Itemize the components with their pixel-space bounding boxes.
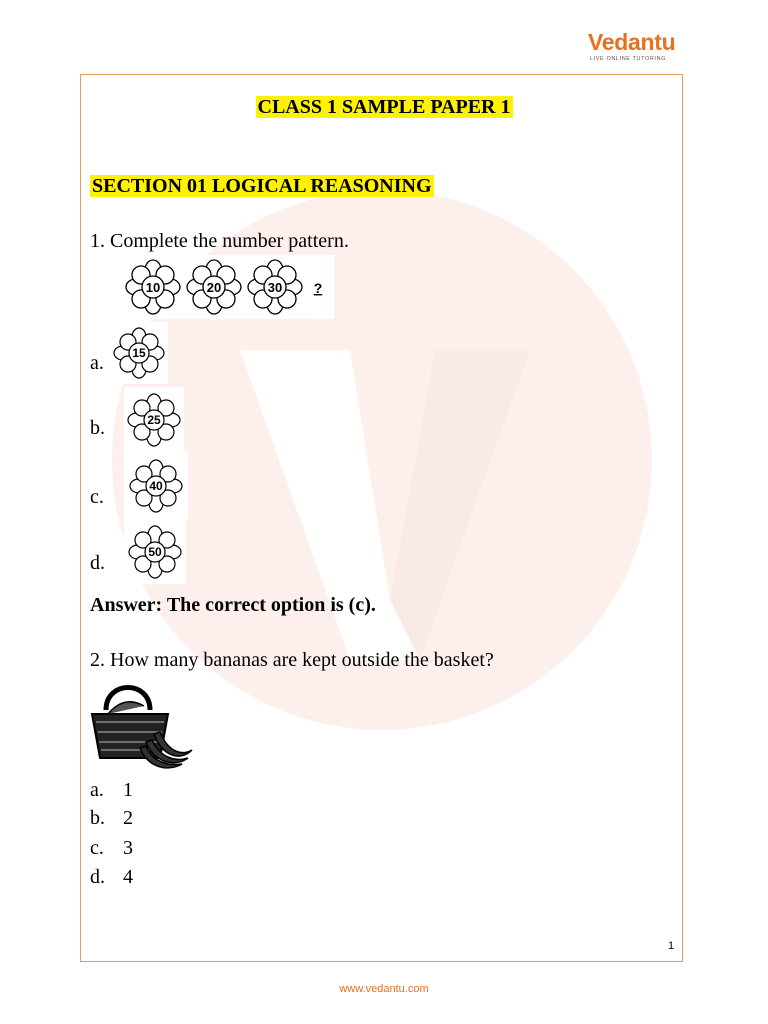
option-letter-c: c. (90, 486, 104, 508)
option-c-image (124, 452, 188, 520)
question-1: 1. Complete the number pattern. (90, 230, 349, 252)
q2-option-a-value: 1 (123, 779, 133, 801)
q2-option-a-letter: a. (90, 779, 104, 801)
logo-text: Vedantu (588, 29, 676, 55)
option-letter-b: b. (90, 417, 105, 439)
option-letter-d: d. (90, 552, 105, 574)
answer-1: Answer: The correct option is (c). (90, 594, 376, 616)
option-d-image (124, 520, 186, 584)
page-number: 1 (668, 940, 675, 952)
option-a-image (110, 322, 168, 384)
vedantu-logo (588, 30, 698, 70)
pattern-number-2: 20 (206, 280, 222, 295)
option-b-image (124, 387, 184, 453)
pattern-number-3: 30 (267, 280, 283, 295)
question-2: 2. How many bananas are kept outside the basket? (90, 649, 494, 671)
q2-option-b-value: 2 (123, 807, 133, 829)
pattern-unknown: ? (313, 280, 323, 296)
q2-option-c-letter: c. (90, 837, 104, 859)
option-d-value: 50 (148, 545, 162, 559)
q2-option-c-value: 3 (123, 837, 133, 859)
q2-option-d-value: 4 (123, 866, 133, 888)
banana-basket-icon (88, 672, 196, 772)
number-pattern-image (120, 255, 334, 319)
q2-option-d-letter: d. (90, 866, 105, 888)
section-heading: SECTION 01 LOGICAL REASONING (92, 175, 432, 197)
footer-link[interactable]: www.vedantu.com (339, 983, 429, 995)
logo-tagline: LIVE ONLINE TUTORING (590, 56, 666, 62)
option-a-value: 15 (132, 346, 146, 360)
paper-title: CLASS 1 SAMPLE PAPER 1 (257, 96, 511, 118)
option-letter-a: a. (90, 352, 104, 374)
pattern-number-1: 10 (145, 280, 161, 295)
q2-option-b-letter: b. (90, 807, 105, 829)
option-c-value: 40 (149, 479, 163, 493)
flower-pattern-icon (120, 255, 334, 319)
option-b-value: 25 (147, 413, 161, 427)
